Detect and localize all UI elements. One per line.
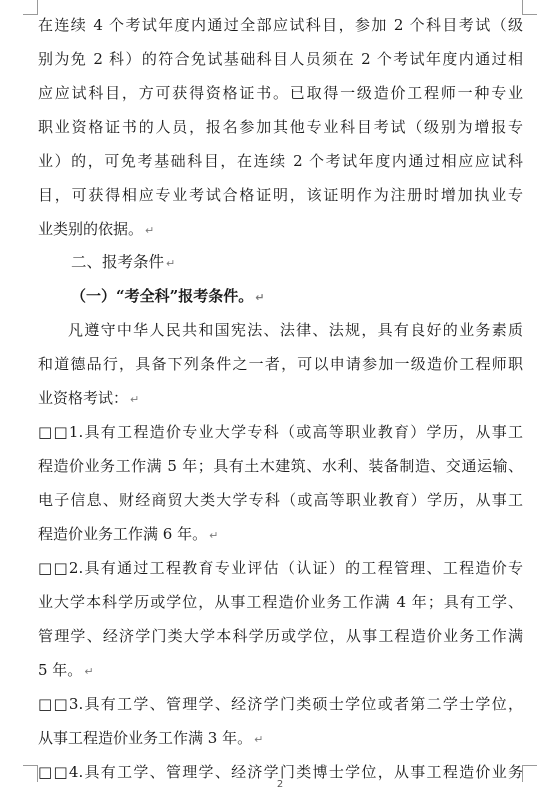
text-line: 和道德品行，具备下列条件之一者，可以申请参加一级造价工程师职 (38, 355, 523, 373)
text-line: 在连续 4 个考试年度内通过全部应试科目，参加 2 个科目考试（级 (38, 16, 523, 34)
text-line: 应应试科目，方可获得资格证书。已取得一级造价工程师一种专业 (38, 84, 523, 102)
text-line-content: 从事工程造价业务工作满 3 年。 (38, 729, 253, 747)
text-line-end (38, 388, 523, 410)
crop-mark-top-left (23, 0, 38, 15)
paragraph-mark-icon: ↵ (254, 733, 264, 746)
paragraph-mark-icon: ↵ (130, 393, 140, 406)
text-line-end (38, 728, 523, 750)
text-line-end (38, 660, 523, 682)
text-line: 目，可获得相应专业考试合格证明，该证明作为注册时增加执业专 (38, 186, 523, 204)
text-line: 业）的，可免考基础科目，在连续 2 个考试年度内通过相应应试科 (38, 152, 523, 170)
text-line-content: 5 年。 (38, 661, 83, 679)
crop-mark-bottom-left (23, 765, 38, 782)
list-item-line: □□2.具有通过工程教育专业评估（认证）的工程管理、工程造价专 (38, 559, 523, 577)
list-item-line: □□3.具有工学、管理学、经济学门类硕士学位或者第二学士学位， (38, 695, 523, 713)
text-line: 凡遵守中华人民共和国宪法、法律、法规，具有良好的业务素质 (68, 321, 523, 339)
page-number: 2 (276, 779, 284, 790)
paragraph-mark-icon: ↵ (209, 529, 219, 542)
paragraph-mark-icon: ↵ (166, 257, 176, 270)
paragraph-mark-icon: ↵ (145, 224, 155, 237)
section-heading (71, 252, 471, 274)
text-line-end (38, 219, 523, 241)
crop-mark-bottom-right (522, 765, 537, 782)
text-line: 职业资格证书的人员，报名参加其他专业科目考试（级别为增报专 (38, 118, 523, 136)
text-line-content: 程造价业务工作满 6 年。 (38, 525, 208, 543)
list-item-line: □□1.具有工程造价专业大学专科（或高等职业教育）学历，从事工 (38, 423, 523, 441)
text-line: 管理学、经济学门类大学本科学历或学位，从事工程造价业务工作满 (38, 627, 523, 645)
text-line: 程造价业务工作满 5 年；具有土木建筑、水利、装备制造、交通运输、 (38, 457, 523, 475)
subsection-heading (71, 286, 471, 308)
list-item-line: □□4.具有工学、管理学、经济学门类博士学位，从事工程造价业务 (38, 763, 523, 781)
text-line-end (38, 524, 523, 546)
text-line: 别为免 2 科）的符合免试基础科目人员须在 2 个考试年度内通过相 (38, 50, 523, 68)
text-line-content: 业资格考试： (38, 389, 129, 407)
subsection-heading-text: （一）“考全科”报考条件。 (71, 287, 254, 305)
paragraph-mark-icon: ↵ (255, 291, 265, 304)
paragraph-mark-icon: ↵ (84, 665, 94, 678)
section-heading-text: 二、报考条件 (71, 253, 165, 271)
text-line-content: 业类别的依据。 (38, 220, 144, 238)
crop-mark-top-right (522, 0, 537, 15)
text-line: 电子信息、财经商贸大类大学专科（或高等职业教育）学历，从事工 (38, 491, 523, 509)
text-line: 业大学本科学历或学位，从事工程造价业务工作满 4 年；具有工学、 (38, 593, 523, 611)
